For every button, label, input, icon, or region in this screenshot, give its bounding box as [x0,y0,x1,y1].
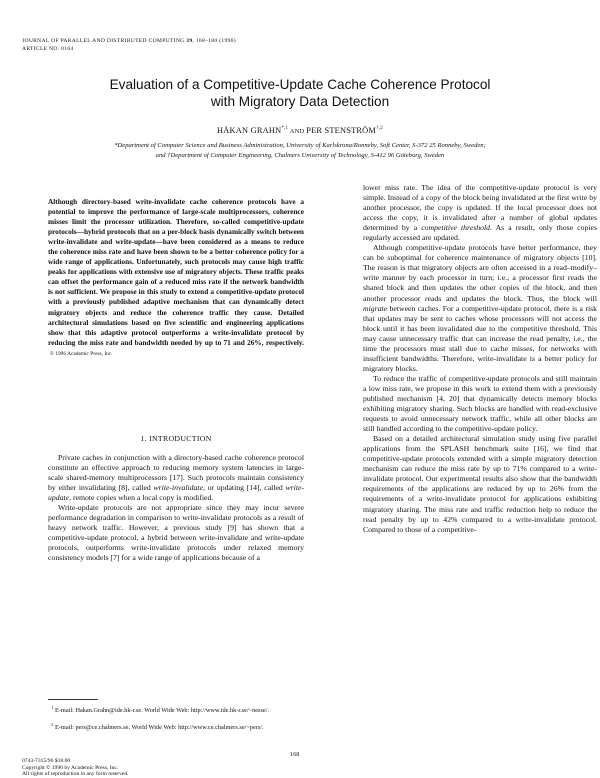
abstract-copyright: © 1996 Academic Press, Inc. [49,350,113,357]
title-line-2: with Migratory Data Detection [210,94,390,109]
footnote-1: $^1$ E-mail: Hakan.Grahn@ide.hk-r.se. World Wide Web: http://www.ide.hk-r.se/~nesse/. [51,705,270,715]
footnote-2: $^2$ E-mail: pers@ce.chalmers.se. World Wide Web: http://www.ce.chalmers.se/~pers/. [51,722,264,732]
author-1-marks: *,1 [281,126,289,132]
intro-left-column [48,453,304,564]
affiliation-1: *Department of Computer Science and Business Administration, University of Karlskrona/Ronneby, Soft Center, S-372 25 Ronneby, Sweden; [114,142,486,149]
journal-name: JOURNAL OF PARALLEL AND DISTRIBUTED COMPUTING [22,38,187,44]
affiliations [40,141,560,160]
right-paragraph-1: lower miss rate. The idea of the competitive-update protocol is very simple. Instead of a copy of the block being invalidated at the first write by another processor, the copy is updated. If the local processor does not access the copy, it is invalidated after a number of global updates determined by a competitive threshold. As a result, only those copies regularly accessed are updated. [363,183,597,243]
authors [0,126,600,135]
right-paragraph-3: To reduce the traffic of competitive-update protocols and still maintain a low miss rate, we propose in this work to extend them with a previously published mechanism [4, 20] that dynamically detects memory blocks exhibiting migratory sharing. Such blocks are handled with read-exclusive requests to avoid unnecessary network traffic, while all other blocks are still handled according to the competitive-update policy. [363,373,597,434]
journal-volume: 39 [186,38,193,44]
intro-right-column [363,183,597,535]
affiliation-2: and †Department of Computer Engineering, Chalmers University of Technology, S-412 96 Göteborg, Sweden [155,151,445,159]
abstract-text: Although directory-based write-invalidate cache coherence protocols have a potential to improve the performance of large-scale multiprocessors, coherence misses limit the processor utilization. Therefore, so-called competitive-update protocols—hybrid protocols that on a per-block basis dynamically switch between write-invalidate and write-update—have been considered as a means to reduce the coherence miss rate and have been shown to be a better coherence policy for a wide range of applications. Unfortunately, such protocols may cause high traffic peaks for applications with extensive use of migratory objects. These traffic peaks can offset the performance gain of a reduced miss rate if the network bandwidth is not sufficient. We propose in this study to extend a competitive-update protocol with a previously published adaptive mechanism that can dynamically detect migratory objects and reduce the coherence traffic they cause. Detailed architectural simulations based on five scientific and engineering applications show that this adaptive protocol outperforms a write-invalidate protocol by reducing the miss rate and bandwidth needed by up to 71 and 26%, respectively. [48,197,304,347]
publisher-info [22,758,129,778]
footnote-rule [48,699,98,700]
abstract [48,197,304,359]
paper-title [0,76,600,110]
title-line-1: Evaluation of a Competitive-Update Cache Coherence Protocol [109,77,491,92]
rights-reserved: All rights of reproduction in any form reserved. [22,771,129,777]
article-number: ARTICLE NO. 0164 [22,46,74,52]
author-conjunction: AND [288,128,307,135]
author-1: HÅKAN GRAHN [217,126,282,135]
right-paragraph-4: Based on a detailed architectural simulation study using five parallel applications from the SPLASH benchmark suite [16], we find that competitive-update protocols extended with a simple migratory detection mechanism can reduce the miss rate by up to 71% compared to a write-invalidate protocol. Our experimental results also show that the bandwidth requirements of the applications are reduced by up to 26% from the requirements of a write-invalidate protocol for applications exhibiting migratory sharing. The miss rate and traffic reduction help to reduce the read penalty by up to 42% compared to a write-invalidate protocol. Compared to those of a competitive- [363,434,597,534]
journal-header [22,38,236,45]
intro-paragraph-2: Write-update protocols are not appropriate since they may incur severe performance degradation in comparison to write-invalidate protocols as a result of heavy network traffic. However, a previous study [9] has shown that a competitive-update protocol, a hybrid between write-invalidate and write-update protocols, outperforms write-invalidate protocols under relaxed memory consistency models [7] for a wide range of applications because of a [48,503,304,563]
author-2: PER STENSTRÖM [306,126,377,135]
author-2-marks: †,2 [376,126,383,132]
right-paragraph-2: Although competitive-update protocols have better performance, they can be suboptimal for coherence maintenance of migratory objects [10]. The reason is that migratory objects are often accessed in a read–modify–write manner by each processor in turn; i.e., a processor first reads the shared block and then updates the other copies of the block, and then another processor reads and updates the block. Thus, the block will migrate between caches. For a competitive-update protocol, there is a risk that updates may be sent to caches whose processors will not access the block until it has been invalidated due to the competitive threshold. This may cause unnecessary traffic that can increase the read penalty, i.e., the time the processors must stall due to cache misses, for networks with insufficient bandwidths. Therefore, write-invalidate is a better policy for migratory blocks. [363,243,597,373]
intro-paragraph-1: Private caches in conjunction with a directory-based cache coherence protocol constitute an effective approach to reducing memory system latencies in large-scale shared-memory multiprocessors [17]. Such protocols maintain consistency by either invalidating [8], called write-invalidate, or updating [14], called write-update, remote copies when a local copy is modified. [48,453,304,503]
issn-price: 0743-7315/96 $18.00 [22,758,71,764]
publisher-copyright: Copyright © 1996 by Academic Press, Inc. [22,764,119,771]
section-heading: 1. INTRODUCTION [140,434,212,443]
page-number: 168 [290,751,300,758]
journal-pages: , 168–180 (1996) [192,38,236,44]
